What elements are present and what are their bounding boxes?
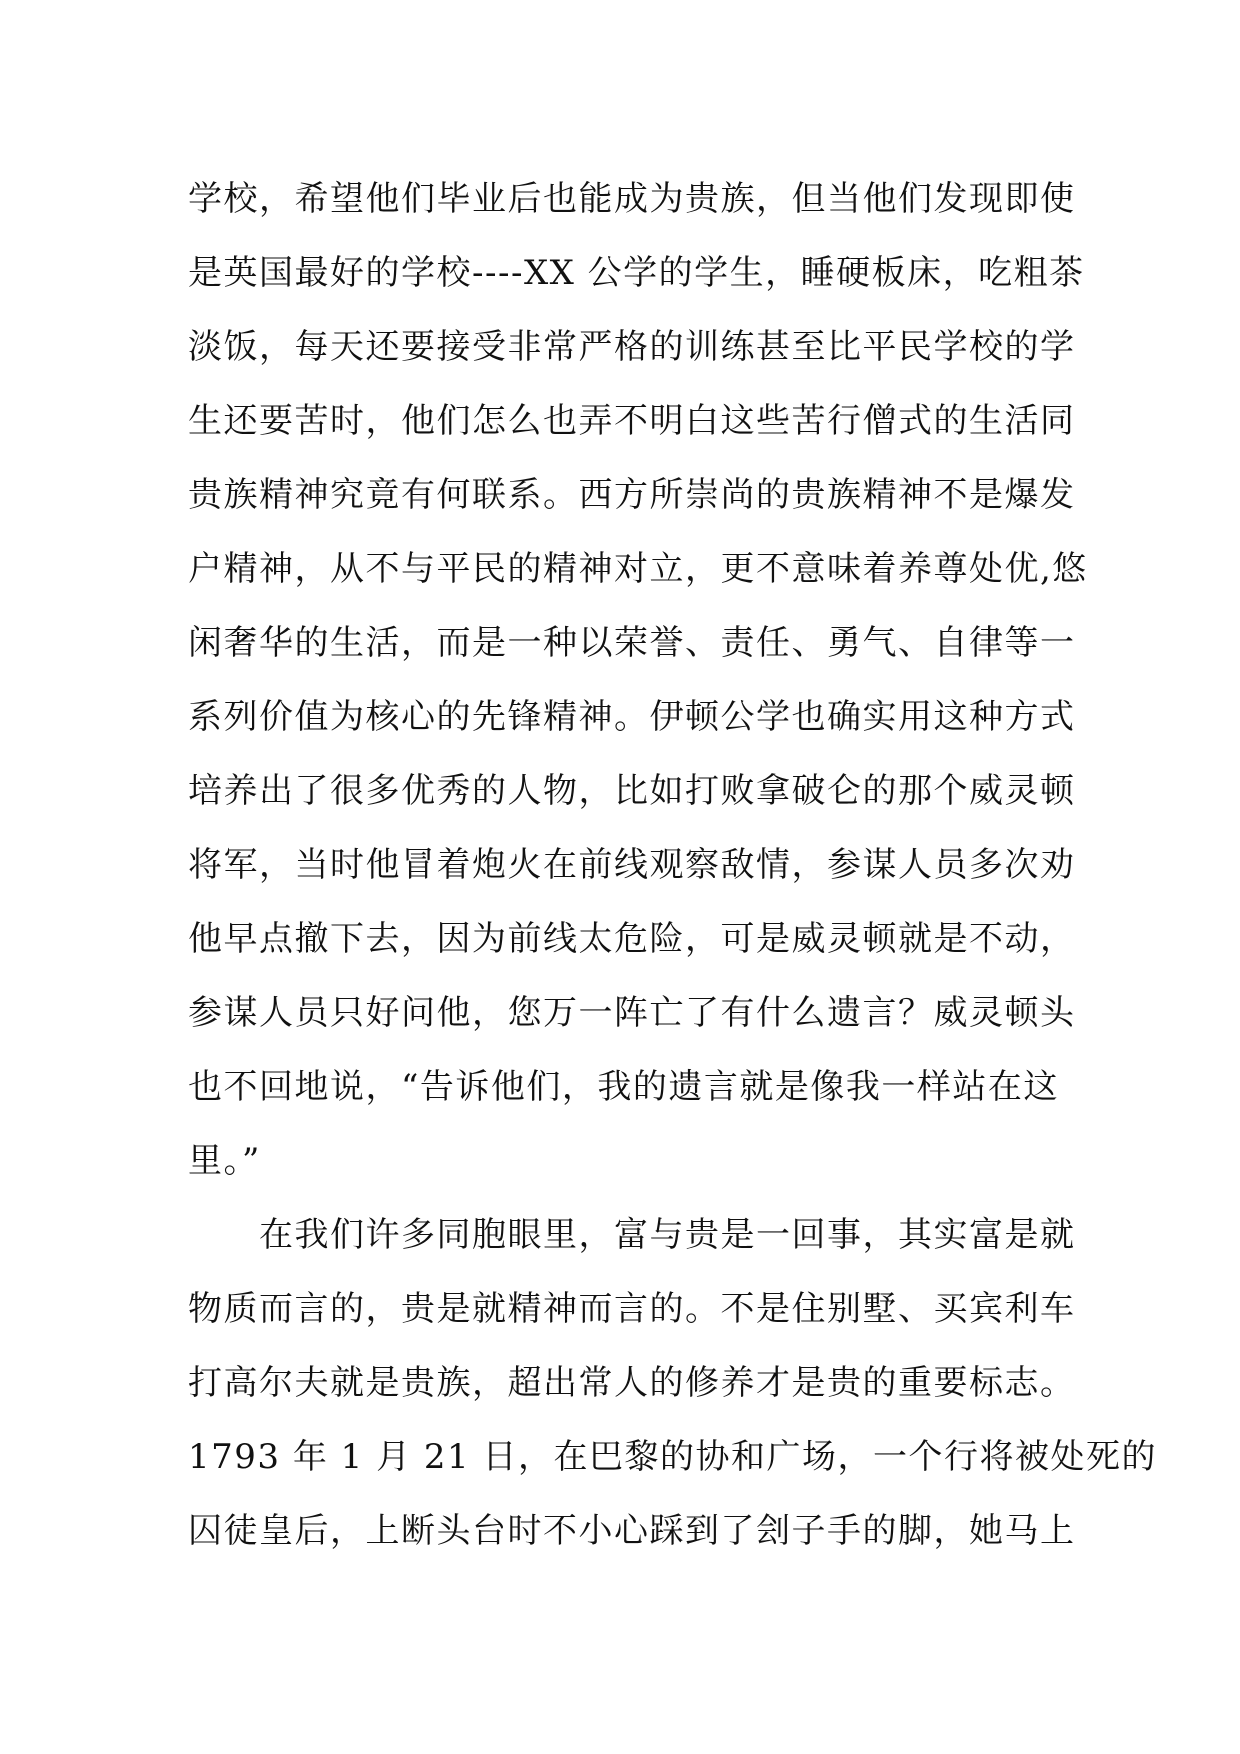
paragraph-2-line-1: 在我们许多同胞眼里，富与贵是一回事，其实富是就 [188, 1215, 1076, 1255]
text-line-3: 淡饭，每天还要接受非常严格的训练甚至比平民学校的学 [188, 327, 1076, 367]
text-line-5: 贵族精神究竟有何联系。西方所崇尚的贵族精神不是爆发 [188, 475, 1076, 515]
text-line-6: 户精神，从不与平民的精神对立，更不意味着养尊处优,悠 [188, 549, 1088, 589]
text-line-1: 学校，希望他们毕业后也能成为贵族，但当他们发现即使 [188, 179, 1076, 219]
text-line-10: 将军，当时他冒着炮火在前线观察敌情，参谋人员多次劝 [188, 845, 1076, 885]
text-line-2: 是英国最好的学校----XX 公学的学生，睡硬板床，吃粗茶 [188, 253, 1085, 293]
text-line-8: 系列价值为核心的先锋精神。伊顿公学也确实用这种方式 [188, 697, 1076, 737]
text-line-13: 也不回地说，“告诉他们，我的遗言就是像我一样站在这 [188, 1067, 1059, 1107]
text-line-7: 闲奢华的生活，而是一种以荣誉、责任、勇气、自律等一 [188, 623, 1076, 663]
text-line-11: 他早点撤下去，因为前线太危险，可是威灵顿就是不动， [188, 919, 1076, 959]
paragraph-2-line-2: 物质而言的，贵是就精神而言的。不是住别墅、买宾利车 [188, 1289, 1076, 1329]
paragraph-2-line-4: 1793 年 1 月 21 日，在巴黎的协和广场，一个行将被处死的 [188, 1437, 1157, 1477]
paragraph-2-line-3: 打高尔夫就是贵族，超出常人的修养才是贵的重要标志。 [188, 1363, 1076, 1403]
text-line-9: 培养出了很多优秀的人物，比如打败拿破仑的那个威灵顿 [188, 771, 1076, 811]
body-text [188, 162, 1157, 1568]
paragraph-2-line-5: 囚徒皇后，上断头台时不小心踩到了刽子手的脚，她马上 [188, 1511, 1076, 1551]
text-line-14: 里。” [188, 1141, 261, 1181]
text-line-12: 参谋人员只好问他，您万一阵亡了有什么遗言？威灵顿头 [188, 993, 1076, 1033]
text-line-4: 生还要苦时，他们怎么也弄不明白这些苦行僧式的生活同 [188, 401, 1076, 441]
